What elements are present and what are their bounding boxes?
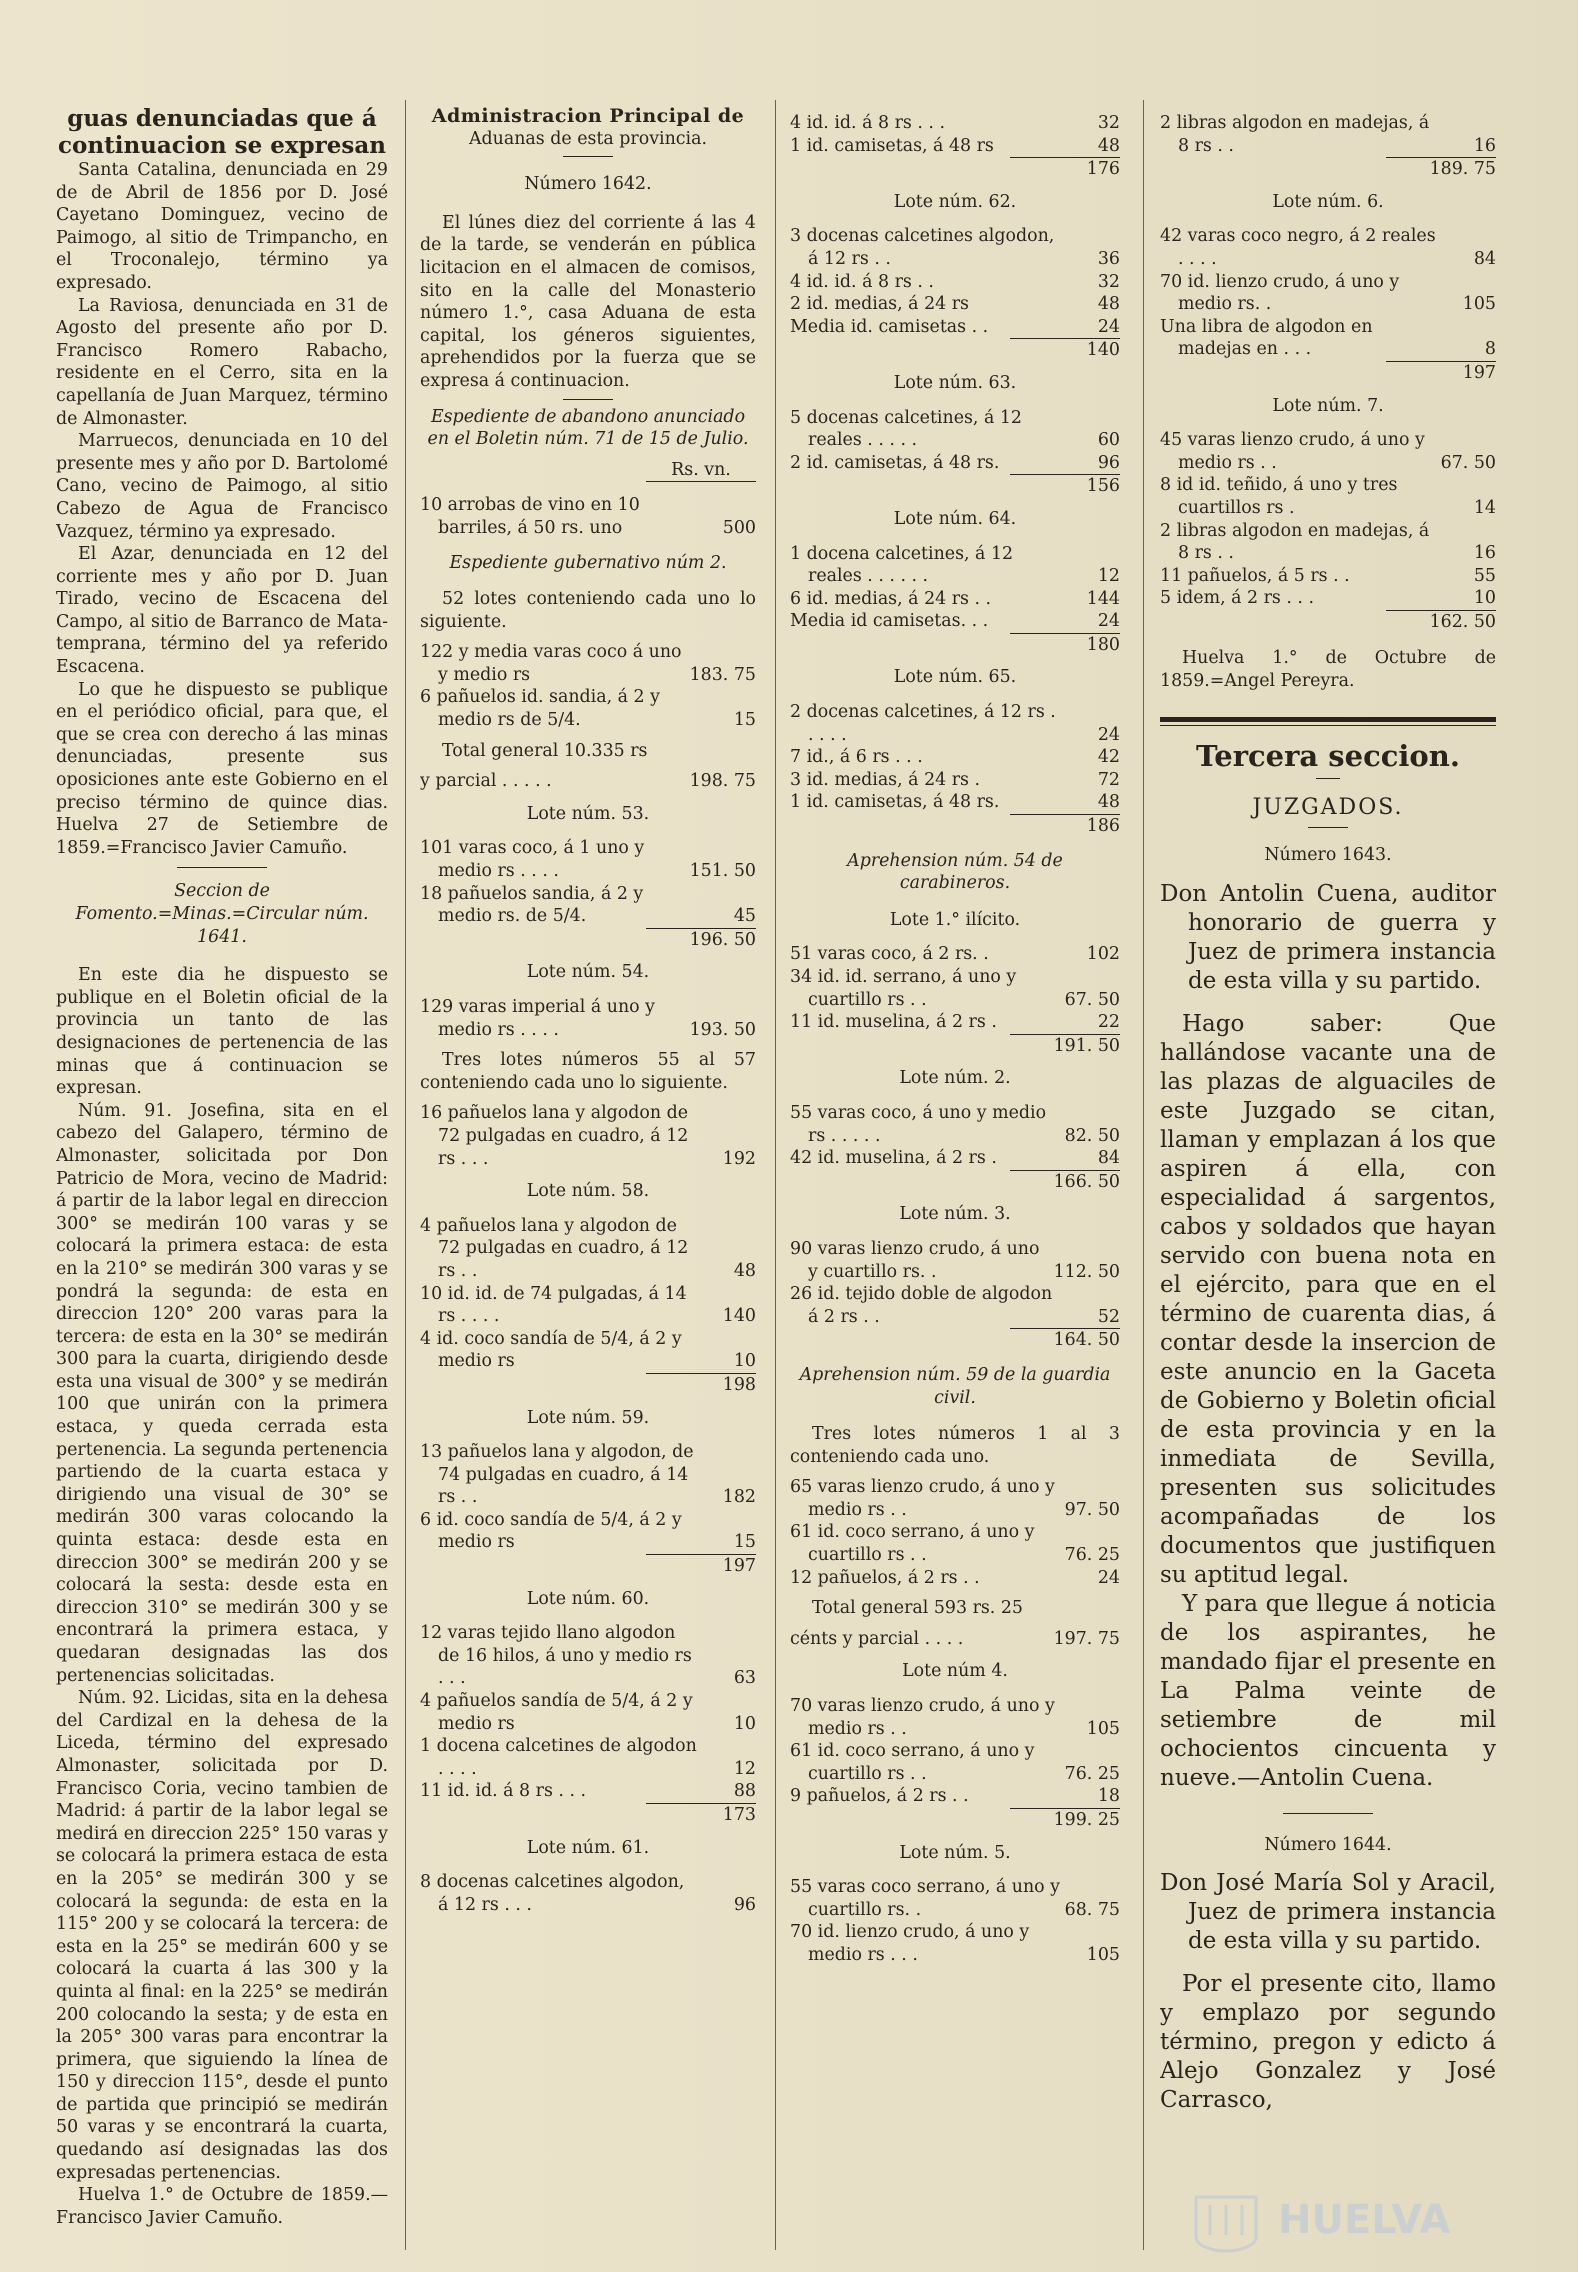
item-value: 82. 50 xyxy=(1064,1125,1120,1146)
item-description: 4 id. id. á 8 rs . . . xyxy=(790,113,945,133)
paragraph: Por el presente cito, llamo y emplazo por segundo término, pregon y edicto á Alejo Gonzalez y José Carrasco, xyxy=(1160,1970,1496,2113)
item-value: 8 xyxy=(1484,339,1496,360)
lot-heading: Lote núm. 3. xyxy=(899,1204,1011,1225)
lot-item xyxy=(420,1328,756,1373)
lot-item xyxy=(790,1628,1120,1651)
lot-subtotal xyxy=(790,1808,1120,1832)
item-value: 67. 50 xyxy=(1440,452,1496,473)
lot-item xyxy=(420,1509,756,1554)
lot-heading: Lote núm 4. xyxy=(902,1661,1008,1682)
item-description: 65 varas lienzo crudo, á uno y medio rs . . xyxy=(790,1477,1055,1520)
item-description: 61 id. coco serrano, á uno y cuartillo rs . . xyxy=(790,1741,1035,1784)
item-value: 88 xyxy=(733,1781,756,1802)
item-value: 16 xyxy=(1473,543,1496,564)
item-value: 55 xyxy=(1473,565,1496,586)
lot-heading: Lote 1.° ilícito. xyxy=(889,909,1021,930)
item-description: 3 id. medias, á 24 rs . xyxy=(790,769,981,790)
item-value: 48 xyxy=(733,1260,756,1281)
item-description: Media id camisetas. . . xyxy=(790,611,989,632)
separator xyxy=(177,867,267,868)
item-value: 24 xyxy=(1097,724,1120,745)
item-value: 14 xyxy=(1473,497,1496,518)
item-value: 10 xyxy=(733,1713,756,1734)
separator xyxy=(1316,778,1340,779)
item-value: 15 xyxy=(733,1532,756,1553)
item-description: 16 pañuelos lana y algodon de 72 pulgadas en cuadro, á 12 rs . . . xyxy=(420,1103,689,1169)
item-description: 5 docenas calcetines, á 12 reales . . . . . xyxy=(790,407,1022,451)
lot-subtotal xyxy=(790,1328,1120,1352)
lot-item xyxy=(790,1785,1120,1808)
paragraph: Hago saber: Que hallándose vacante una de las plazas de alguaciles de este Juzgado se citan, llaman y emplazan á los que aspiren á ella, con especialidad á sargentos, cabos y soldados que hayan servido con buena nota en el ejército, para que en el término de cuarenta dias, á contar desde la insercion de este anuncio en la Gaceta de Gobierno y Boletin oficial de esta provincia y en la inmediata de Sevilla, presenten sus solicitudes acompañadas de los documentos que justifiquen su aptitud legal. xyxy=(1160,1011,1496,1589)
lot-item xyxy=(1160,429,1496,474)
item-description: 101 varas coco, á 1 uno y medio rs . . . . xyxy=(420,838,645,882)
lot-item xyxy=(420,641,756,686)
lot-item xyxy=(790,1921,1120,1966)
column-rule xyxy=(775,100,776,2250)
lot-item xyxy=(790,1476,1120,1521)
lot-item xyxy=(790,1521,1120,1566)
item-description: 42 id. muselina, á 2 rs . xyxy=(790,1148,997,1169)
item-value: 112. 50 xyxy=(1053,1261,1120,1282)
lot-item xyxy=(420,996,756,1041)
paragraph: El Azar, denunciada en 12 del corriente mes y año por D. Juan Tirado, vecino de Escacena del Campo, al sitio de Barranco de Mata-temprana, término del ya referido Escacena. xyxy=(56,544,388,678)
thick-rule xyxy=(1160,717,1496,726)
notice-number: Número 1642. xyxy=(524,174,652,195)
lot-item xyxy=(420,1441,756,1509)
item-value: 144 xyxy=(1086,588,1120,609)
lot-subtotal xyxy=(1160,361,1496,385)
subtotal-value: 189. 75 xyxy=(1386,157,1496,181)
paragraph: Tres lotes números 55 al 57 conteniendo cada uno lo siguiente. xyxy=(420,1050,756,1093)
item-value: 198. 75 xyxy=(689,771,756,792)
lot-item xyxy=(1160,271,1496,316)
lot-subtotal xyxy=(790,633,1120,657)
item-value: 76. 25 xyxy=(1064,1545,1120,1566)
lot-item xyxy=(420,837,756,882)
item-description: 13 pañuelos lana y algodon, de 74 pulgadas en cuadro, á 14 rs . . xyxy=(420,1442,694,1508)
lot-list xyxy=(790,112,1120,1967)
lot-item xyxy=(1160,112,1496,157)
item-description: 10 arrobas de vino en 10 barriles, á 50 rs. uno xyxy=(420,495,640,538)
item-value: 12 xyxy=(733,1758,756,1779)
item-value: 96 xyxy=(1097,452,1120,473)
signature: Huelva 1.° de Octubre de 1859.—Francisco Javier Camuño. xyxy=(56,2185,388,2228)
lot-heading: Lote núm. 7. xyxy=(1272,395,1384,416)
item-description: 11 pañuelos, á 5 rs . . xyxy=(1160,565,1350,586)
lot-item xyxy=(790,1567,1120,1590)
item-value: 10 xyxy=(1473,588,1496,609)
item-description: 12 pañuelos, á 2 rs . . xyxy=(790,1567,980,1588)
admin-subheading: Aduanas de esta provincia. xyxy=(468,128,708,149)
item-value: 18 xyxy=(1097,1786,1120,1807)
paragraph: 52 lotes conteniendo cada uno lo siguiente. xyxy=(420,589,756,632)
lot-item xyxy=(1160,565,1496,588)
item-description: 10 id. id. de 74 pulgadas, á 14 rs . . . . xyxy=(420,1283,687,1327)
circular-heading: Seccion de Fomento.=Minas.=Circular núm. 1641. xyxy=(75,881,369,947)
lot-item xyxy=(790,407,1120,452)
lot-item xyxy=(1160,225,1496,270)
admin-heading: Administracion Principal de xyxy=(431,105,745,127)
lot-list xyxy=(1160,112,1496,633)
subtotal-value: 173 xyxy=(646,1803,756,1827)
lot-heading: Lote núm. 63. xyxy=(893,372,1017,393)
item-description: 8 docenas calcetines algodon, á 12 rs . . . xyxy=(420,1872,685,1915)
item-value: 105 xyxy=(1086,1718,1120,1739)
separator xyxy=(563,156,613,157)
separator xyxy=(1308,827,1348,828)
item-value: 97. 50 xyxy=(1064,1499,1120,1520)
lot-subtotal xyxy=(790,338,1120,362)
item-description: 2 libras algodon en madejas, á 8 rs . . xyxy=(1160,520,1430,564)
item-description: 129 varas imperial á uno y medio rs . . . . xyxy=(420,997,655,1040)
item-value: 140 xyxy=(722,1306,756,1327)
item-value: 151. 50 xyxy=(689,861,756,882)
column-3 xyxy=(790,112,1120,2252)
item-value: 197. 75 xyxy=(1053,1628,1120,1649)
subtotal-value: 199. 25 xyxy=(1010,1808,1120,1832)
lot-item xyxy=(420,686,756,731)
item-description: 1 id. camisetas, á 48 rs xyxy=(790,135,994,156)
lot-heading: Lote núm. 60. xyxy=(526,1588,650,1609)
item-value: 68. 75 xyxy=(1064,1899,1120,1920)
item-description: 90 varas lienzo crudo, á uno y cuartillo rs. . xyxy=(790,1238,1040,1282)
item-value: 105 xyxy=(1462,294,1496,315)
section-subheading: Aprehension núm. 54 de carabineros. xyxy=(847,850,1063,894)
item-value: 193. 50 xyxy=(689,1019,756,1040)
lot-item xyxy=(790,1102,1120,1147)
lot-item xyxy=(420,1690,756,1735)
separator xyxy=(563,399,613,400)
lot-heading: Lote núm. 58. xyxy=(526,1181,650,1202)
paragraph: Santa Catalina, denunciada en 29 de de Abril de 1856 por D. José Cayetano Dominguez, vecino de Paimogo, al sitio de Trimpancho, en el Troconalejo, término ya expresado. xyxy=(56,160,388,293)
item-value: 84 xyxy=(1097,1148,1120,1169)
paragraph: Marruecos, denunciada en 10 del presente mes y año por D. Bartolomé Cano, vecino de Paimogo, al sitio Cabezo de Agua de Francisco Vazquez, término ya expresado. xyxy=(56,431,388,542)
lot-item xyxy=(420,770,756,793)
item-value: 22 xyxy=(1097,1012,1120,1033)
item-description: 3 docenas calcetines algodon, á 12 rs . . xyxy=(790,226,1055,269)
lot-subtotal xyxy=(420,1803,756,1827)
item-value: 24 xyxy=(1097,316,1120,337)
item-description: 45 varas lienzo crudo, á uno y medio rs . . xyxy=(1160,430,1425,473)
item-description: 55 varas coco, á uno y medio rs . . . . . xyxy=(790,1102,1047,1146)
item-value: 63 xyxy=(733,1668,756,1689)
watermark-text: HUELVA xyxy=(1278,2197,1451,2243)
item-description: 2 docenas calcetines, á 12 rs . . . . . xyxy=(790,702,1056,745)
judge-heading: Don José María Sol y Aracil, Juez de primera instancia de esta villa y su partido. xyxy=(1160,1869,1496,1954)
lot-item xyxy=(420,1283,756,1328)
item-description: 2 libras algodon en madejas, á 8 rs . . xyxy=(1160,113,1430,156)
subtotal-value: 162. 50 xyxy=(1386,610,1496,634)
lot-item xyxy=(790,112,1120,135)
item-value: 24 xyxy=(1097,1567,1120,1588)
item-value: 67. 50 xyxy=(1064,989,1120,1010)
lot-item xyxy=(790,225,1120,270)
subtotal-value: 176 xyxy=(1010,157,1120,181)
item-description: 11 id. id. á 8 rs . . . xyxy=(420,1781,587,1802)
lot-item xyxy=(1160,474,1496,519)
item-value: 36 xyxy=(1097,248,1120,269)
item-value: 32 xyxy=(1097,113,1120,133)
paragraph: Núm. 92. Licidas, sita en la dehesa del Cardizal en la dehesa de la Liceda, término del expresado Almonaster, solicitada por D. Francisco Coria, vecino tambien de Madrid: á partir de la labor legal se medirá en direccion 225° 150 varas y se colocará la primera estaca de esta en la 205° se medirán 300 y se colocará la segunda: de esta en la 115° 200 y se colocará la tercera: de esta en la 25° se medirán 600 y se colocará la cuarta á las 300 y la quinta al final: en la 225° se medirán 200 colocando la sesta; y de esta en la 205° 300 varas para encontrar la primera, que siguiendo la línea de 150 y direccion 115°, desde el punto de partida que principió se medirán 50 varas y se encontrará la cuarta, quedando así designadas las dos expresadas pertenencias. xyxy=(56,1688,388,2183)
item-value: 72 xyxy=(1097,769,1120,790)
lot-heading: Lote núm. 54. xyxy=(526,962,650,983)
lot-item xyxy=(790,1876,1120,1921)
subtotal-value: 197 xyxy=(646,1554,756,1578)
item-description: 55 varas coco serrano, á uno y cuartillo rs. . xyxy=(790,1877,1060,1920)
item-value: 12 xyxy=(1097,566,1120,587)
paragraph: Tres lotes números 1 al 3 conteniendo cada uno. xyxy=(790,1424,1120,1467)
item-description: 1 docena calcetines de algodon . . . . xyxy=(420,1736,697,1779)
lot-item xyxy=(790,1147,1120,1170)
lot-subtotal xyxy=(1160,610,1496,634)
item-value: 96 xyxy=(733,1894,756,1915)
item-description: 12 varas tejido llano algodon de 16 hilos, á uno y medio rs . . . xyxy=(420,1623,692,1689)
section-subheading: Espediente gubernativo núm 2. xyxy=(449,552,727,573)
item-description: 2 id. medias, á 24 rs xyxy=(790,294,969,315)
item-value: 48 xyxy=(1097,792,1120,813)
currency-header: Rs. vn. xyxy=(646,459,756,483)
lot-subtotal xyxy=(420,928,756,952)
lot-item xyxy=(420,1871,756,1916)
lot-item xyxy=(790,452,1120,475)
item-description: 4 pañuelos lana y algodon de 72 pulgadas en cuadro, á 12 rs . . xyxy=(420,1215,689,1281)
item-description: 1 docena calcetines, á 12 reales . . . . . . xyxy=(790,543,1014,587)
lot-item xyxy=(1160,520,1496,565)
paragraph: La Raviosa, denunciada en 31 de Agosto del presente año por D. Francisco Romero Rabacho, residente en el Cerro, sita en la capellanía de Juan Marquez, término de Almonaster. xyxy=(56,295,388,429)
lot-subtotal xyxy=(790,157,1120,181)
lot-item xyxy=(790,610,1120,633)
item-value: 183. 75 xyxy=(689,664,756,685)
judge-heading: Don Antolin Cuena, auditor honorario de guerra y Juez de primera instancia de esta villa y su partido. xyxy=(1160,881,1496,995)
item-description: 11 id. muselina, á 2 rs . xyxy=(790,1012,997,1033)
item-value: 60 xyxy=(1097,430,1120,451)
lot-item xyxy=(790,791,1120,814)
lot-subtotal xyxy=(790,814,1120,838)
lot-item xyxy=(790,746,1120,769)
item-description: 6 id. medias, á 24 rs . . xyxy=(790,588,992,609)
item-description: 9 pañuelos, á 2 rs . . xyxy=(790,1786,969,1807)
column-rule xyxy=(405,100,406,2250)
paragraph: Total general 593 rs. 25 xyxy=(812,1598,1023,1619)
lot-list xyxy=(420,494,756,1916)
lot-item xyxy=(420,1735,756,1780)
subtotal-value: 196. 50 xyxy=(646,928,756,952)
lot-item xyxy=(790,943,1120,966)
item-value: 182 xyxy=(722,1487,756,1508)
subtotal-value: 197 xyxy=(1386,361,1496,385)
lot-item xyxy=(420,1215,756,1283)
signature: Huelva 1.° de Octubre de 1859.=Angel Pereyra. xyxy=(1160,648,1496,692)
item-description: 1 id. camisetas, á 48 rs. xyxy=(790,792,1000,813)
lot-item xyxy=(420,494,756,539)
lot-item xyxy=(790,135,1120,158)
item-description: 51 varas coco, á 2 rs. . xyxy=(790,944,989,965)
item-description: 122 y media varas coco á uno y medio rs xyxy=(420,642,682,685)
item-description: 18 pañuelos sandia, á 2 y medio rs. de 5/4. xyxy=(420,883,644,927)
item-description: 26 id. tejido doble de algodon á 2 rs . . xyxy=(790,1284,1053,1327)
lot-item xyxy=(420,1780,756,1803)
subtotal-value: 140 xyxy=(1010,338,1120,362)
lot-subtotal xyxy=(790,1170,1120,1194)
item-description: 2 id. camisetas, á 48 rs. xyxy=(790,452,1000,473)
lot-item xyxy=(790,1740,1120,1785)
item-description: 34 id. id. serrano, á uno y cuartillo rs . . xyxy=(790,967,1017,1010)
column-4 xyxy=(1160,112,1496,2252)
item-description: 6 pañuelos id. sandia, á 2 y medio rs de 5/4. xyxy=(420,687,660,731)
separator xyxy=(1283,1813,1373,1814)
subtotal-value: 156 xyxy=(1010,474,1120,498)
section-heading: guas denunciadas que á continuacion se expresan xyxy=(58,105,386,159)
item-description: 5 idem, á 2 rs . . . xyxy=(1160,588,1315,609)
lot-heading: Lote núm. 6. xyxy=(1272,191,1384,212)
subtotal-value: 166. 50 xyxy=(1010,1170,1120,1194)
lot-item xyxy=(420,883,756,928)
lot-heading: Lote núm. 65. xyxy=(893,667,1017,688)
item-description: 70 id. lienzo crudo, á uno y medio rs. . xyxy=(1160,271,1400,315)
watermark-logo xyxy=(1190,2185,1520,2255)
section-subheading: Aprehension núm. 59 de la guardia civil. xyxy=(799,1364,1111,1408)
lot-heading: Lote núm. 5. xyxy=(899,1842,1011,1863)
item-description: 4 pañuelos sandía de 5/4, á 2 y medio rs xyxy=(420,1691,693,1734)
lot-heading: Lote núm. 61. xyxy=(526,1837,650,1858)
item-description: Media id. camisetas . . xyxy=(790,316,989,337)
lot-subtotal xyxy=(420,1373,756,1397)
item-description: 8 id id. teñido, á uno y tres cuartillos rs . xyxy=(1160,475,1398,518)
lot-item xyxy=(790,271,1120,294)
item-description: cénts y parcial . . . . xyxy=(790,1628,964,1649)
lot-item xyxy=(420,1102,756,1170)
subtotal-value: 191. 50 xyxy=(1010,1034,1120,1058)
item-description: Una libra de algodon en madejas en . . . xyxy=(1160,316,1373,360)
column-1 xyxy=(56,105,388,2245)
item-description: 42 varas coco negro, á 2 reales . . . . xyxy=(1160,226,1436,269)
lot-item xyxy=(790,543,1120,588)
item-value: 42 xyxy=(1097,747,1120,768)
column-rule xyxy=(1143,100,1144,2250)
item-description: 70 varas lienzo crudo, á uno y medio rs . . xyxy=(790,1696,1055,1739)
paragraph: Núm. 91. Josefina, sita en el cabezo del Galapero, término de Almonaster, solicitada por Don Patricio de Mora, vecino de Madrid: á partir de la labor legal en direccion 300° se medirán 100 varas y se colocará la primera estaca: de esta en la 210° se medirán 300 varas y se pondrá la segunda: de esta en direccion 120° 200 varas para la tercera: de esta en la 30° se medirán 300 para la cuarta, dirigiendo desde esta una visual de 300° y se medirán 100 que unirán con la primera estaca, y queda cerrada esta pertenencia. La segunda pertenencia partiendo de la cuarta estaca y dirigiendo una visual de 30° se medirán 300 varas colocando la quinta estaca: desde esta en direccion 300° se medirán 200 y se colocará la sesta: desde esta en direccion 310° se medirán 300 y se encontrará la primera estaca, y quedaran designadas las dos pertenencias solicitadas. xyxy=(56,1100,388,1686)
item-value: 15 xyxy=(733,710,756,731)
section-title: Tercera seccion. xyxy=(1196,738,1460,773)
item-value: 192 xyxy=(722,1148,756,1169)
lot-item xyxy=(790,1695,1120,1740)
lot-item xyxy=(790,293,1120,316)
notice-number: Número 1643. xyxy=(1264,844,1392,865)
lot-heading: Lote núm. 62. xyxy=(893,191,1017,212)
lot-subtotal xyxy=(790,474,1120,498)
item-value: 500 xyxy=(722,517,756,538)
item-value: 84 xyxy=(1473,248,1496,269)
paragraph: Total general 10.335 rs xyxy=(442,740,648,761)
item-value: 10 xyxy=(733,1351,756,1372)
lot-item xyxy=(790,1011,1120,1034)
lot-item xyxy=(790,1238,1120,1283)
item-value: 48 xyxy=(1097,294,1120,315)
subtotal-value: 198 xyxy=(646,1373,756,1397)
lot-item xyxy=(1160,587,1496,610)
lot-item xyxy=(790,769,1120,792)
item-value: 105 xyxy=(1086,1944,1120,1965)
lot-item xyxy=(790,316,1120,339)
item-description: 4 id. coco sandía de 5/4, á 2 y medio rs xyxy=(420,1328,682,1372)
item-value: 32 xyxy=(1097,271,1120,292)
item-description: 6 id. coco sandía de 5/4, á 2 y medio rs xyxy=(420,1509,682,1553)
lot-item xyxy=(790,1283,1120,1328)
lot-subtotal xyxy=(1160,157,1496,181)
column-2 xyxy=(420,105,756,2245)
paragraph: Lo que he dispuesto se publique en el periódico oficial, para que, el que se crea con derecho á las minas denunciadas, presente sus oposiciones ante este Gobierno en el preciso término de quince dias. Huelva 27 de Setiembre de 1859.=Francisco Javier Camuño. xyxy=(56,679,388,858)
lot-item xyxy=(790,966,1120,1011)
item-description: 70 id. lienzo crudo, á uno y medio rs . . . xyxy=(790,1922,1030,1965)
item-description: 7 id., á 6 rs . . . xyxy=(790,747,923,768)
subtotal-value: 180 xyxy=(1010,633,1120,657)
lot-subtotal xyxy=(790,1034,1120,1058)
notice-number: Número 1644. xyxy=(1264,1835,1392,1856)
item-value: 45 xyxy=(733,906,756,927)
item-description: y parcial . . . . . xyxy=(420,771,552,792)
lot-item xyxy=(790,588,1120,611)
item-value: 76. 25 xyxy=(1064,1763,1120,1784)
item-value: 102 xyxy=(1086,944,1120,965)
lot-heading: Lote núm. 59. xyxy=(526,1407,650,1428)
lot-item xyxy=(420,1622,756,1690)
item-value: 52 xyxy=(1097,1306,1120,1327)
item-value: 48 xyxy=(1097,135,1120,156)
item-description: 61 id. coco serrano, á uno y cuartillo rs . . xyxy=(790,1522,1035,1566)
item-value: 16 xyxy=(1473,135,1496,156)
subtotal-value: 164. 50 xyxy=(1010,1328,1120,1352)
item-value: 24 xyxy=(1097,611,1120,632)
lot-heading: Lote núm. 2. xyxy=(899,1068,1011,1089)
item-description: 4 id. id. á 8 rs . . xyxy=(790,271,934,292)
paragraph: El lúnes diez del corriente á las 4 de la tarde, se venderán en pública licitacion en el almacen de comisos, sito en la calle del Monasterio número 1.°, casa Aduana de esta capital, los géneros siguientes, aprehendidos por la fuerza que se expresa á continuacion. xyxy=(420,212,756,391)
subtotal-value: 186 xyxy=(1010,814,1120,838)
paragraph: En este dia he dispuesto se publique en el Boletin oficial de la provincia un tanto de las designaciones de pertenencia de las minas que á continuacion se expresan. xyxy=(56,965,388,1099)
paragraph: Y para que llegue á noticia de los aspirantes, he mandado fijar el presente en La Palma veinte de setiembre de mil ochocientos cincuenta y nueve.—Antolin Cuena. xyxy=(1160,1591,1496,1792)
lot-item xyxy=(1160,316,1496,361)
lot-item xyxy=(790,701,1120,746)
lot-subtotal xyxy=(420,1554,756,1578)
courts-heading: JUZGADOS. xyxy=(1252,794,1404,820)
lot-heading: Lote núm. 53. xyxy=(526,803,650,824)
expediente-heading: Espediente de abandono anunciado en el Boletin núm. 71 de 15 de Julio. xyxy=(427,406,749,450)
lot-heading: Lote núm. 64. xyxy=(893,508,1017,529)
